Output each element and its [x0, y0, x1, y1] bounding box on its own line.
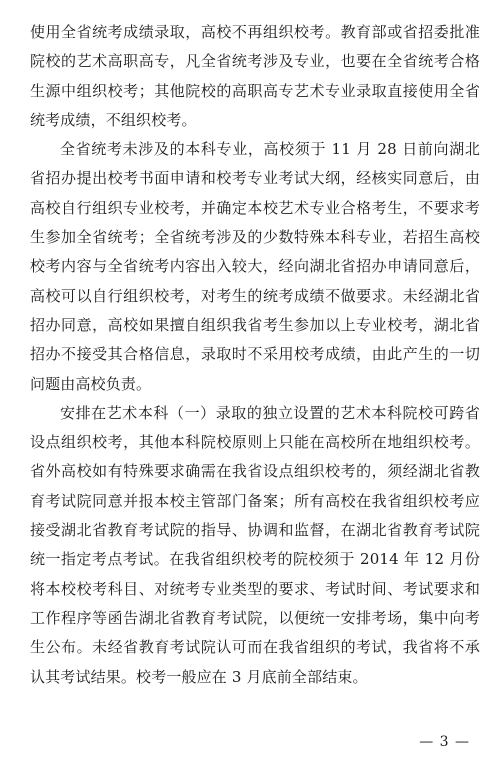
page-number: — 3 —: [419, 734, 470, 750]
paragraph-exam-arrangement: 安排在艺术本科（一）录取的独立设置的艺术本科院校可跨省设点组织校考，其他本科院校原则上只能在高校所在地组织校考。省外高校如有特殊要求确需在我省设点组织校考的，须经湖北省教育考试院同意并报本校主管部门备案；所有高校在我省组织校考应接受湖北省教育考试院的指导、协调和监督，在湖北省教育考试院统一指定考点考试。在我省组织校考的院校须于 2014 年 12 月份将本校校考科目、对统考专业类型的要求、考试时间、考试要求和工作程序等函告湖北省教育考试院，以便统一安排考场，集中向考生公布。未经省教育考试院认可而在我省组织的考试，我省将不承认其考试结果。校考一般应在 3 月底前全部结束。: [30, 403, 480, 686]
paragraph-continuation: 使用全省统考成绩录取，高校不再组织校考。教育部或省招委批准院校的艺术高职高专，凡全省统考涉及专业，也要在全省统考合格生源中组织校考；其他院校的高职高专艺术专业录取直接使用全省统考成绩，不组织校考。: [30, 23, 480, 129]
document-body: [30, 18, 480, 692]
paragraph-undergraduate-majors: 全省统考未涉及的本科专业，高校须于 11 月 28 日前向湖北省招办提出校考书面申请和校考专业考试大纲，经核实同意后，由高校自行组织专业校考，并确定本校艺术专业合格考生，不要求考生参加全省统考；全省统考涉及的少数特殊本科专业，若招生高校校考内容与全省统考内容出入较大，经向湖北省招办申请同意后，高校可以自行组织校考，对考生的统考成绩不做要求。未经湖北省招办同意，高校如果擅自组织我省考生参加以上专业校考，湖北省招办不接受其合格信息，录取时不采用校考成绩，由此产生的一切问题由高校负责。: [30, 140, 480, 393]
